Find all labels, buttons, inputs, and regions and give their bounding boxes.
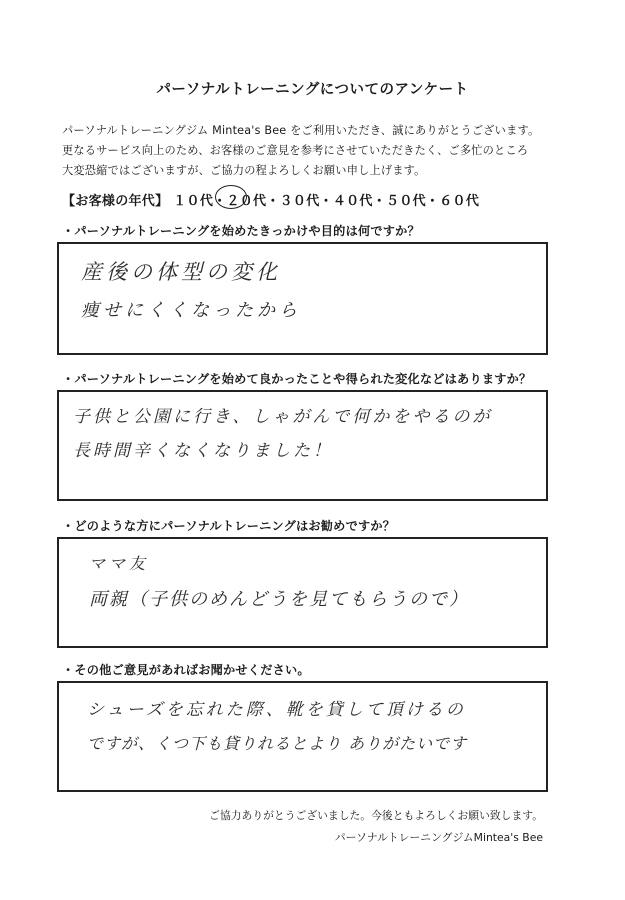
survey-title: パーソナルトレーニングについてのアンケート — [156, 82, 469, 98]
answer-box-1 — [57, 242, 548, 355]
answer-box-3 — [57, 537, 548, 648]
intro-line-3: 大変恐縮ではございますが、ご協力の程よろしくお願い申し上げます。 — [62, 164, 426, 177]
answer-2-line-2: 長時間辛くなくなりました！ — [73, 441, 333, 461]
answer-4-line-1: シューズを忘れた際、靴を貸して頂けるの — [87, 700, 466, 720]
question-2: ・パーソナルトレーニングを始めて良かったことや得られた変化などはありますか？ — [62, 372, 532, 386]
answer-1-line-2: 痩せにくくなったから — [81, 300, 301, 321]
answer-4-line-2: ですが、くつ下も貸りれるとより ありがたいです — [87, 734, 468, 753]
question-4: ・その他ご意見があればお聞かせください。 — [62, 663, 310, 677]
footer-thanks: ご協力ありがとうございました。今後ともよろしくお願い致します。 — [209, 809, 543, 822]
answer-box-4 — [57, 681, 548, 792]
answer-1-line-1: 産後の体型の変化 — [81, 260, 281, 284]
intro-line-2: 更なるサービス向上のため、お客様のご意見を参考にさせていただきたく、ご多忙のところ — [62, 144, 529, 157]
intro-line-1: パーソナルトレーニングジム Mintea's Bee をご利用いただき、誠にありがとうございます。 — [62, 124, 540, 137]
answer-2-line-1: 子供と公園に行き、しゃがんで何かをやるのが — [73, 407, 493, 427]
age-selected-circle — [215, 185, 247, 209]
age-row — [62, 190, 479, 209]
answer-3-line-1: ママ友 — [89, 554, 150, 573]
age-options: １０代・２０代・３０代・４０代・５０代・６０代 — [173, 194, 480, 209]
question-3: ・どのような方にパーソナルトレーニングはお勧めですか？ — [62, 519, 396, 533]
answer-3-line-2: 両親（子供のめんどうを見てもらうので） — [89, 589, 469, 610]
answer-box-2 — [57, 390, 548, 501]
question-1: ・パーソナルトレーニングを始めたきっかけや目的は何ですか？ — [62, 224, 420, 238]
age-label: 【お客様の年代】 — [62, 194, 169, 209]
footer-signature: パーソナルトレーニングジムMintea's Bee — [334, 831, 543, 844]
